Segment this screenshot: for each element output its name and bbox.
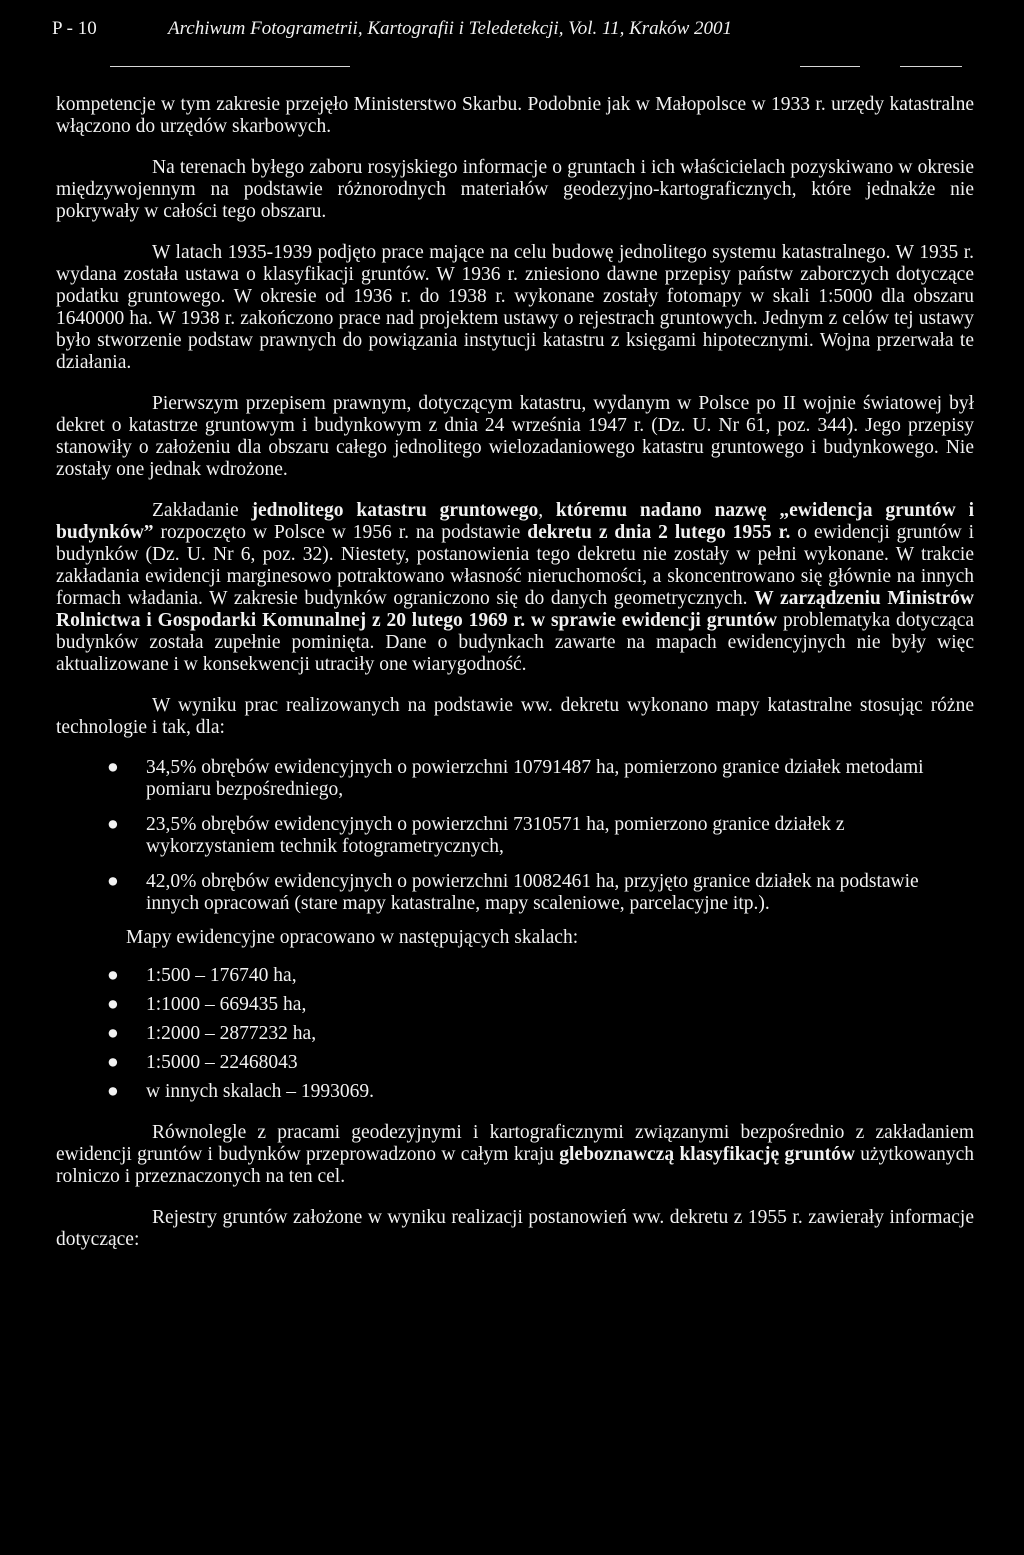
list-item [56,994,974,1016]
list-item [56,1052,974,1074]
text-run: o ewidencji gruntów i budynków (Dz. U. Nr 6, poz. 32). Niestety, postanowienia tego dekretu nie zostały w pełni wykonane. W trakcie zakładania ewidencji marginesowo potraktowano własność nieruchomości, a skoncentrowano się głównie na innych formach władania. W zakresie budynków ograniczono się do danych geometrycznych. [56,522,974,609]
paragraph: Mapy ewidencyjne opracowano w następujących skalach: [126,927,579,948]
journal-title: Archiwum Fotogrametrii, Kartografii i Teledetekcji, Vol. 11, Kraków 2001 [168,18,732,39]
text-run: Zakładanie [152,500,252,521]
list-item [56,1023,974,1045]
list-item [56,814,974,858]
bullet-icon: ● [107,1081,119,1102]
text-run: rozpoczęto w Polsce w 1956 r. na podstawie [153,522,528,543]
scales-list [56,965,974,1103]
bold-run: W zarządzeniu Ministrów Rolnictwa i Gospodarki Komunalnej z 20 lutego 1969 r. w sprawie ewidencji gruntów [56,588,975,631]
list-item-text: w innych skalach – 1993069. [146,1081,375,1102]
bold-run: dekretu z dnia 2 lutego 1955 r. [527,522,791,543]
paragraph [56,1122,974,1188]
text-run: Równolegle z pracami geodezyjnymi i kartograficznymi związanymi bezpośrednio z zakładaniem ewidencji gruntów i budynków przeprowadzono w całym kraju [56,1122,974,1165]
list-item-text: 1:500 – 176740 ha, [146,965,297,986]
bold-run: gleboznawczą klasyfikację gruntów [559,1144,855,1165]
bullet-icon: ● [107,1052,119,1073]
list-item-text: 42,0% obrębów ewidencyjnych o powierzchni 10082461 ha, przyjęto granice działek na podstawie innych opracowań (stare mapy katastralne, mapy scaleniowe, parcelacyjne itp.). [146,871,919,914]
running-header [52,18,984,44]
paragraph: W latach 1935-1939 podjęto prace mające na celu budowę jednolitego systemu katastralnego. W 1935 r. wydana została ustawa o klasyfikacji gruntów. W 1936 r. zniesiono dawne przepisy państw zaborczych dotyczące podatku gruntowego. W okresie od 1936 r. do 1938 r. wykonane zostały fotomapy w skali 1:5000 dla obszaru 1640000 ha. W 1938 r. zakończono prace nad projektem ustawy o rejestrach gruntowych. Jednym z celów tej ustawy było stworzenie podstaw prawnych do powiązania instytucji katastru z księgami hipotecznymi. Wojna przerwała te działania. [56,242,974,373]
header-rule [800,66,860,67]
bullet-icon: ● [107,757,119,778]
bullet-icon: ● [107,814,119,835]
bullet-icon: ● [107,871,119,892]
list-item [56,757,974,801]
bullet-icon: ● [107,965,119,986]
text-run: użytkowanych rolniczo i przeznaczonych na ten cel. [56,1144,974,1187]
list-item-text: 1:5000 – 22468043 [146,1052,298,1073]
header-rule [900,66,962,67]
list-item-text: 1:2000 – 2877232 ha, [146,1023,317,1044]
methods-list [56,757,974,915]
list-item-text: 23,5% obrębów ewidencyjnych o powierzchni 7310571 ha, pomierzono granice działek z wykorzystaniem technik fotogrametrycznych, [146,814,845,857]
paragraph: Rejestry gruntów założone w wyniku realizacji postanowień ww. dekretu z 1955 r. zawierały informacje dotyczące: [56,1207,974,1250]
body-text [56,94,974,1251]
text-run: problematyka dotycząca budynków została zupełnie pominięta. Dane o budynkach zawarte na mapach ewidencyjnych nie były więc aktualizowane i w konsekwencji utraciły one wiarygodność. [56,610,974,675]
list-item [56,871,974,915]
page-number: P - 10 [52,18,97,39]
list-item [56,965,974,987]
paragraph [56,500,974,676]
bold-run: jednolitego katastru gruntowego [251,500,539,521]
paragraph: W wyniku prac realizowanych na podstawie ww. dekretu wykonano mapy katastralne stosując różne technologie i tak, dla: [56,695,974,738]
list-item-text: 34,5% obrębów ewidencyjnych o powierzchni 10791487 ha, pomierzono granice działek metodami pomiaru bezpośredniego, [146,757,924,800]
paragraph: kompetencje w tym zakresie przejęło Ministerstwo Skarbu. Podobnie jak w Małopolsce w 1933 r. urzędy katastralne włączono do urzędów skarbowych. [56,94,974,137]
header-rule [110,66,350,67]
paragraph: Na terenach byłego zaboru rosyjskiego informacje o gruntach i ich właścicielach pozyskiwano w okresie międzywojennym na podstawie różnorodnych materiałów geodezyjno-kartograficznych, które jednakże nie pokrywały w całości tego obszaru. [56,157,974,222]
bullet-icon: ● [107,994,119,1015]
list-item [56,1081,974,1103]
bullet-icon: ● [107,1023,119,1044]
bold-run: któremu nadano nazwę „ewidencja gruntów i budynków” [56,500,974,543]
paragraph: Pierwszym przepisem prawnym, dotyczącym katastru, wydanym w Polsce po II wojnie światowej był dekret o katastrze gruntowym i budynkowym z dnia 24 września 1947 r. (Dz. U. Nr 61, poz. 344). Jego przepisy stanowiły o założeniu dla obszaru całego jednolitego wielozadaniowego katastru gruntowego i budynkowego. Nie zostały one jednak wdrożone. [56,393,974,480]
list-item-text: 1:1000 – 669435 ha, [146,994,307,1015]
text-run: , [538,500,556,521]
